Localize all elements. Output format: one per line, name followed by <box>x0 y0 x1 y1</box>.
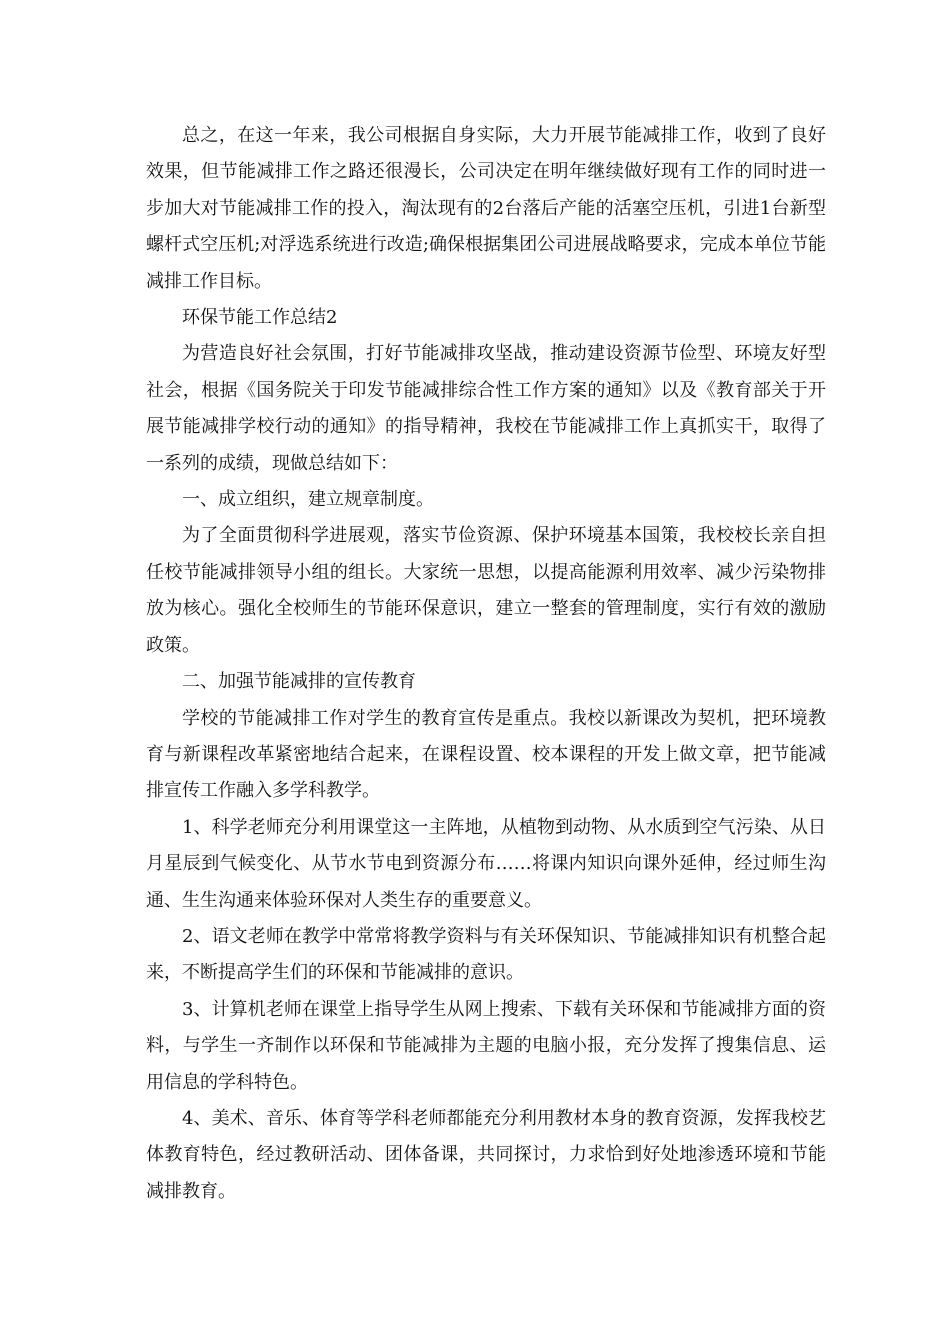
list-item-arts: 4、美术、音乐、体育等学科老师都能充分利用教材本身的教育资源，发挥我校艺体教育特色，经过教研活动、团体备课，共同探讨，力求恰到好处地渗透环境和节能减排教育。 <box>146 1107 826 1202</box>
paragraph-intro: 为营造良好社会氛围，打好节能减排攻坚战，推动建设资源节俭型、环境友好型社会，根据《国务院关于印发节能减排综合性工作方案的通知》以及《教育部关于开展节能减排学校行动的通知》的指导精神，我校在节能减排工作上真抓实干，取得了一系列的成绩，现做总结如下： <box>146 343 826 474</box>
paragraph-conclusion: 总之，在这一年来，我公司根据自身实际，大力开展节能减排工作，收到了良好效果，但节能减排工作之路还很漫长，公司决定在明年继续做好现有工作的同时进一步加大对节能减排工作的投入，淘汰现有的2台落后产能的活塞空压机，引进1台新型螺杆式空压机;对浮选系统进行改造;确保根据集团公司进展战略要求，完成本单位节能减排工作目标。 <box>146 125 826 292</box>
document-body <box>146 118 826 1210</box>
subheading-education: 二、加强节能减排的宣传教育 <box>182 671 416 693</box>
list-item-science: 1、科学老师充分利用课堂这一主阵地，从植物到动物、从水质到空气污染、从日月星辰到气候变化、从节水节电到资源分布……将课内知识向课外延伸，经过师生沟通、生生沟通来体验环保对人类生存的重要意义。 <box>146 816 826 911</box>
list-item-computer: 3、计算机老师在课堂上指导学生从网上搜索、下载有关环保和节能减排方面的资料，与学生一齐制作以环保和节能减排为主题的电脑小报，充分发挥了搜集信息、运用信息的学科特色。 <box>146 998 826 1093</box>
section-heading: 环保节能工作总结2 <box>182 307 338 329</box>
subheading-organization: 一、成立组织，建立规章制度。 <box>182 489 434 511</box>
paragraph-organization: 为了全面贯彻科学进展观，落实节俭资源、保护环境基本国策，我校校长亲自担任校节能减排领导小组的组长。大家统一思想，以提高能源利用效率、减少污染物排放为核心。强化全校师生的节能环保意识，建立一整套的管理制度，实行有效的激励政策。 <box>146 525 826 656</box>
list-item-chinese: 2、语文老师在教学中常常将教学资料与有关环保知识、节能减排知识有机整合起来，不断提高学生们的环保和节能减排的意识。 <box>146 925 826 984</box>
paragraph-education: 学校的节能减排工作对学生的教育宣传是重点。我校以新课改为契机，把环境教育与新课程改革紧密地结合起来，在课程设置、校本课程的开发上做文章，把节能减排宣传工作融入多学科教学。 <box>146 707 826 802</box>
